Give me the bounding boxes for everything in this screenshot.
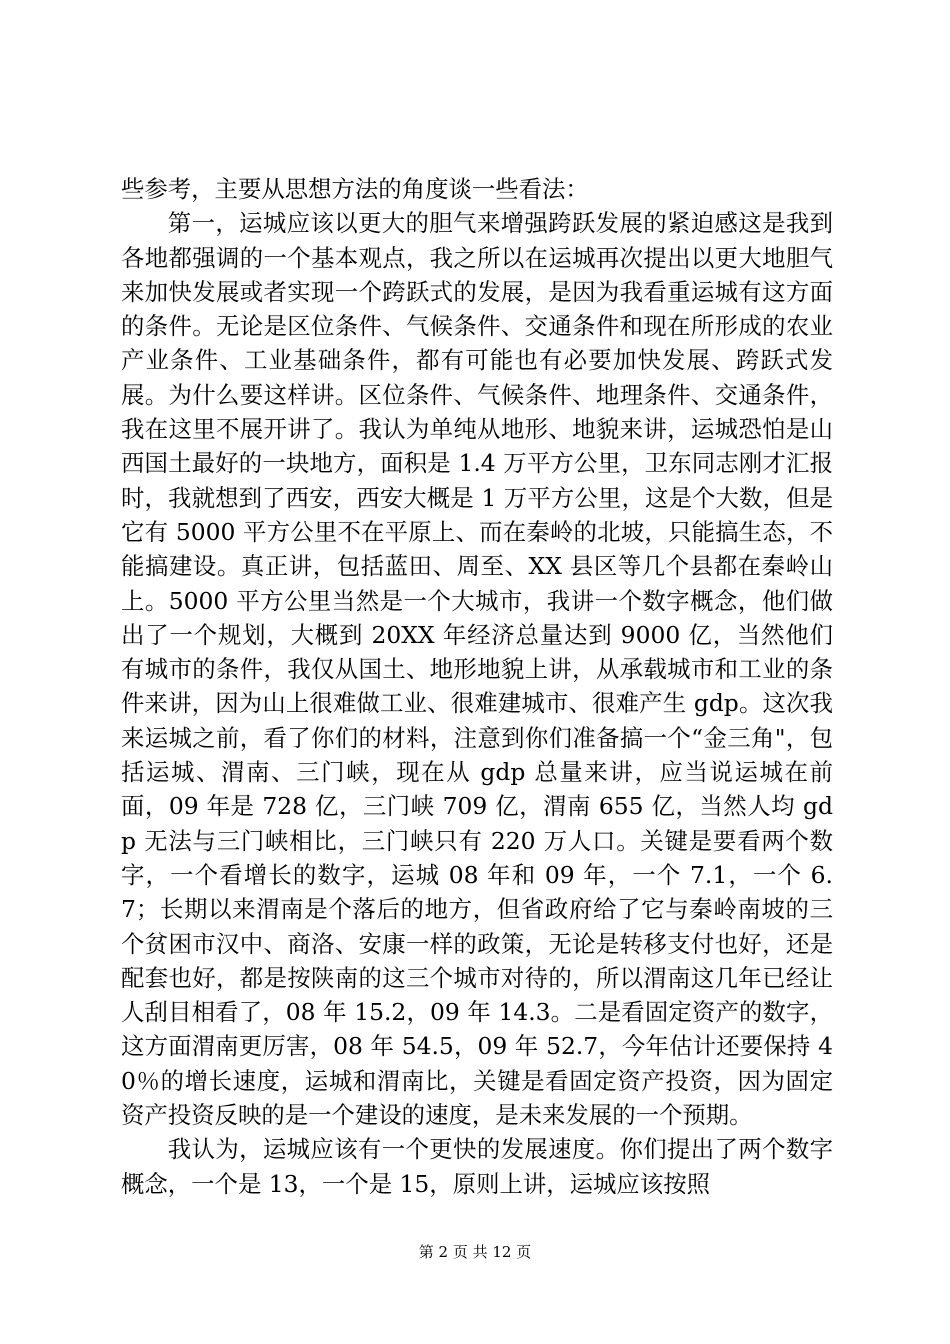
paragraph-growth-speed: 我认为，运城应该有一个更快的发展速度。你们提出了两个数字概念，一个是 13，一个是 15，原则上讲，运城应该按照 xyxy=(121,1135,833,1198)
document-body xyxy=(121,172,833,1201)
paragraph-first-point: 第一，运城应该以更大的胆气来增强跨跃发展的紧迫感这是我到各地都强调的一个基本观点，我之所以在运城再次提出以更大地胆气来加快发展或者实现一个跨跃式的发展，是因为我看重运城有这方面的条件。无论是区位条件、气候条件、交通条件和现在所形成的农业产业条件、工业基础条件，都有可能也有必要加快发展、跨跃式发展。为什么要这样讲。区位条件、气候条件、地理条件、交通条件，我在这里不展开讲了。我认为单纯从地形、地貌来讲，运城恐怕是山西国土最好的一块地方，面积是 1.4 万平方公里，卫东同志刚才汇报时，我就想到了西安，西安大概是 1 万平方公里，这是个大数，但是它有 5000 平方公里不在平原上、而在秦岭的北坡，只能搞生态，不能搞建设。真正讲，包括蓝田、周至、XX 县区等几个县都在秦岭山上。5000 平方公里当然是一个大城市，我讲一个数字概念，他们做出了一个规划，大概到 20XX 年经济总量达到 9000 亿，当然他们有城市的条件，我仅从国土、地形地貌上讲，从承载城市和工业的条件来讲，因为山上很难做工业、很难建城市、很难产生 gdp。这次我来运城之前，看了你们的材料，注意到你们准备搞一个“金三角"，包括运城、渭南、三门峡，现在从 gdp 总量来讲，应当说运城在前面，09 年是 728 亿，三门峡 709 亿，渭南 655 亿，当然人均 gdp 无法与三门峡相比，三门峡只有 220 万人口。关键是要看两个数字，一个看增长的数字，运城 08 年和 09 年，一个 7.1，一个 6.7；长期以来渭南是个落后的地方，但省政府给了它与秦岭南坡的三个贫困市汉中、商洛、安康一样的政策，无论是转移支付也好，还是配套也好，都是按陕南的这三个城市对待的，所以渭南这几年已经让人刮目相看了，08 年 15.2，09 年 14.3。二是看固定资产的数字，这方面渭南更厉害，08 年 54.5，09 年 52.7，今年估计还要保持 40％的增长速度，运城和渭南比，关键是看固定资产投资，因为固定资产投资反映的是一个建设的速度，是未来发展的一个预期。 xyxy=(121,209,833,1130)
paragraph-continued: 些参考，主要从思想方法的角度谈一些看法： xyxy=(121,175,589,203)
page-number-footer: 第 2 页 共 12 页 xyxy=(418,1243,532,1261)
